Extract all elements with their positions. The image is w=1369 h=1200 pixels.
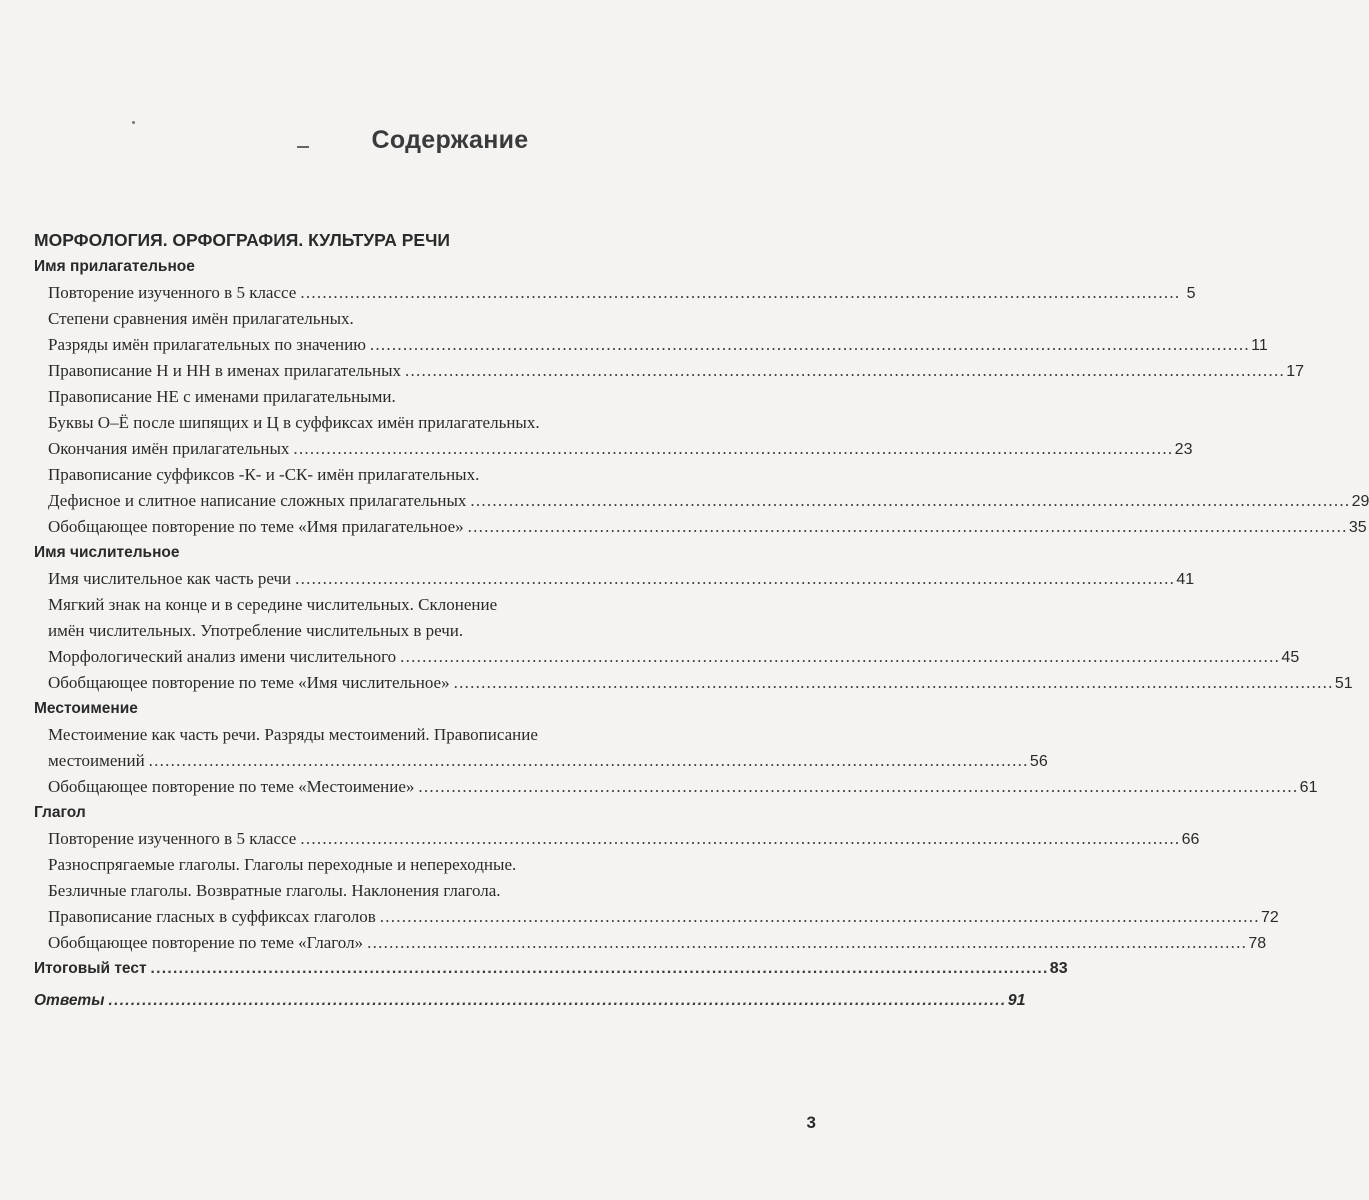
- toc-entry-page: 83: [1049, 960, 1068, 977]
- toc-entry-title: Безличные глаголы. Возвратные глаголы. Наклонения глагола.: [48, 881, 501, 900]
- toc-entry: [34, 826, 1200, 852]
- dot-leader: [405, 358, 1282, 384]
- final-test-entry: [34, 956, 1068, 982]
- toc-entry: [34, 384, 818, 410]
- toc-entry: [34, 722, 818, 748]
- toc-entry: [34, 852, 818, 878]
- dot-leader: [293, 436, 1170, 462]
- toc-entry-title: Разноспрягаемые глаголы. Глаголы переходные и непереходные.: [48, 855, 517, 874]
- section-heading: Местоимение: [34, 700, 138, 717]
- page-number: 3: [806, 1113, 816, 1132]
- toc-entry-title: Разряды имён прилагательных по значению: [48, 335, 366, 354]
- toc-entry-page: 72: [1260, 909, 1279, 926]
- toc-entry: [34, 748, 1048, 774]
- toc-entry-title: Повторение изученного в 5 классе: [48, 829, 297, 848]
- toc-entry: [34, 878, 818, 904]
- dot-leader: [108, 988, 1003, 1014]
- toc-entry-title: Окончания имён прилагательных: [48, 439, 290, 458]
- toc-entry-title: Местоимение как часть речи. Разряды местоимений. Правописание: [48, 725, 538, 744]
- paper-speck: [132, 121, 135, 124]
- section-heading: Глагол: [34, 804, 86, 821]
- dot-leader: [400, 644, 1277, 670]
- toc-entry-title: Обобщающее повторение по теме «Местоимение»: [48, 777, 415, 796]
- toc-entry-title: Правописание Н и НН в именах прилагательных: [48, 361, 401, 380]
- toc-entry-title: Повторение изученного в 5 классе: [48, 283, 297, 302]
- dot-leader: [470, 488, 1347, 514]
- toc-entry: [34, 774, 1318, 800]
- toc-entry-title: Правописание суффиксов -К- и -СК- имён прилагательных.: [48, 465, 480, 484]
- toc-entry-page: 78: [1248, 935, 1267, 952]
- toc-entry-page: 5: [1186, 285, 1196, 302]
- dot-leader: [454, 670, 1331, 696]
- toc-entry-title: Мягкий знак на конце и в середине числительных. Склонение: [48, 595, 498, 614]
- toc-entry-title: Обобщающее повторение по теме «Глагол»: [48, 933, 364, 952]
- table-of-contents: [34, 226, 1369, 1014]
- toc-entry-title: Правописание гласных в суффиксах глаголов: [48, 907, 376, 926]
- toc-entry: [34, 462, 818, 488]
- toc-entry-title: имён числительных. Употребление числительных в речи.: [48, 621, 464, 640]
- toc-entry-title: Обобщающее повторение по теме «Имя числительное»: [48, 673, 450, 692]
- toc-entry: [34, 670, 1353, 696]
- toc-entry-title: Буквы О–Ё после шипящих и Ц в суффиксах имён прилагательных.: [48, 413, 540, 432]
- toc-entry: [34, 514, 1367, 540]
- toc-entry-title: Итоговый тест: [34, 960, 147, 977]
- page-title: Содержание: [371, 126, 529, 154]
- toc-entry-page: 66: [1181, 831, 1200, 848]
- toc-entry: [34, 410, 818, 436]
- toc-entry: [34, 592, 818, 618]
- dot-leader: [295, 566, 1172, 592]
- toc-entry-page: 17: [1286, 363, 1305, 380]
- toc-entry: [34, 566, 1195, 592]
- toc-entry-page: 51: [1334, 675, 1353, 692]
- section-heading: Имя прилагательное: [34, 258, 195, 275]
- toc-entry: [34, 332, 1268, 358]
- dot-leader: [468, 514, 1345, 540]
- toc-entry-page: 23: [1174, 441, 1193, 458]
- toc-entry: [34, 436, 1193, 462]
- dot-leader: [380, 904, 1257, 930]
- toc-entry-page: 11: [1251, 337, 1268, 354]
- toc-entry-title: Имя числительное как часть речи: [48, 569, 292, 588]
- toc-entry-page: 41: [1176, 571, 1195, 588]
- toc-entry: [34, 618, 818, 644]
- dot-leader: [367, 930, 1244, 956]
- toc-entry: [34, 280, 1196, 306]
- toc-entry: [34, 930, 1267, 956]
- toc-entry-title: Морфологический анализ имени числительного: [48, 647, 397, 666]
- toc-entry: [34, 904, 1279, 930]
- toc-entry: [34, 644, 1300, 670]
- toc-entry-page: 45: [1281, 649, 1300, 666]
- dot-leader: [151, 956, 1046, 982]
- toc-entry-page: 61: [1299, 779, 1318, 796]
- dot-leader: [300, 826, 1177, 852]
- toc-entry-title: местоимений: [48, 751, 145, 770]
- toc-entry-page: 35: [1348, 519, 1367, 536]
- toc-entry-title: Ответы: [34, 992, 105, 1009]
- dot-leader: [418, 774, 1295, 800]
- toc-entry-page: 91: [1007, 992, 1026, 1009]
- toc-entry-page: 56: [1029, 753, 1048, 770]
- toc-entry-title: Дефисное и слитное написание сложных прилагательных: [48, 491, 467, 510]
- section-heading: Имя числительное: [34, 544, 180, 561]
- part-heading: МОРФОЛОГИЯ. ОРФОГРАФИЯ. КУЛЬТУРА РЕЧИ: [34, 230, 450, 250]
- toc-entry: [34, 358, 1305, 384]
- dot-leader: [370, 332, 1247, 358]
- answers-entry: [34, 988, 1026, 1014]
- toc-entry: [34, 488, 1369, 514]
- dot-leader: [300, 280, 1177, 306]
- toc-entry: [34, 306, 818, 332]
- toc-entry-title: Правописание НЕ с именами прилагательными.: [48, 387, 396, 406]
- dot-leader: [149, 748, 1026, 774]
- toc-entry-page: 29: [1351, 493, 1369, 510]
- toc-entry-title: Обобщающее повторение по теме «Имя прилагательное»: [48, 517, 464, 536]
- toc-entry-title: Степени сравнения имён прилагательных.: [48, 309, 354, 328]
